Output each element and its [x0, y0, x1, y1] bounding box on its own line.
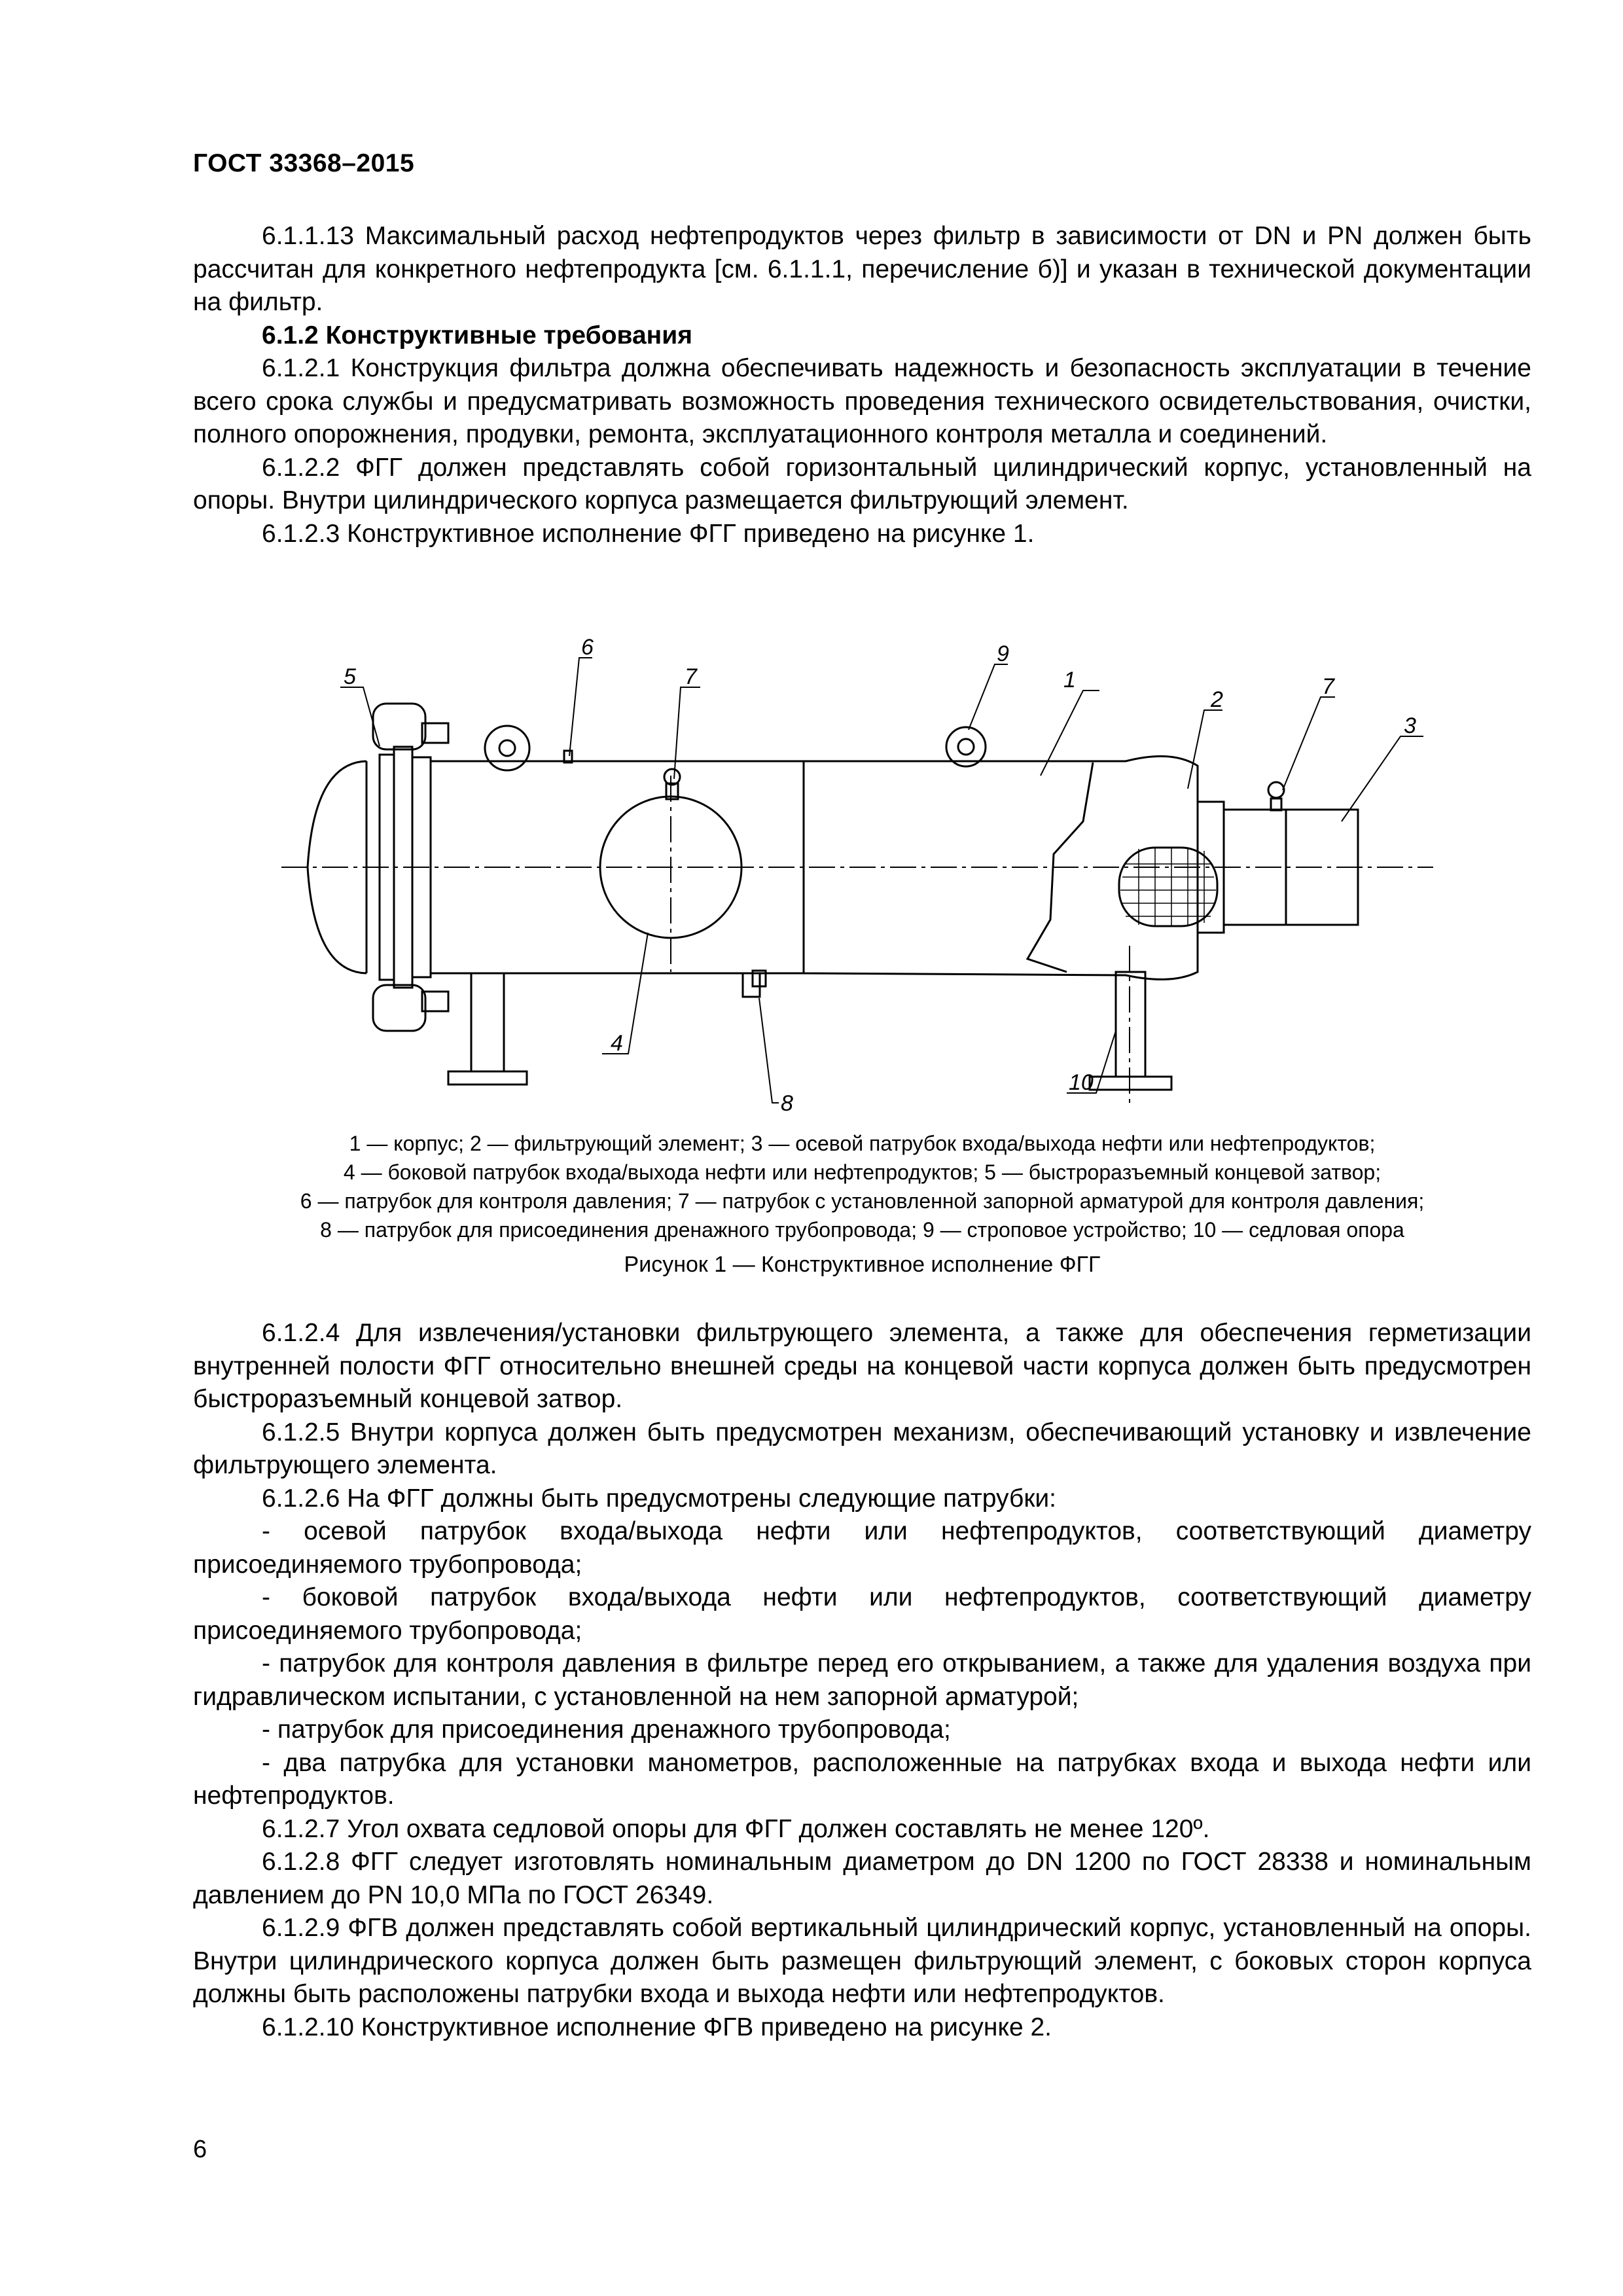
paragraph-6-1-2-6: 6.1.2.6 На ФГГ должны быть предусмотрены следующие патрубки: — [262, 1484, 1057, 1513]
figure-legend — [193, 1129, 1531, 1244]
callout-9: 9 — [997, 641, 1009, 666]
callout-5: 5 — [344, 664, 356, 689]
paragraph-6-1-1-13: 6.1.1.13 Максимальный расход нефтепродуктов через фильтр в зависимости от DN и PN должен быть рассчитан для конкретного нефтепродукта [см. 6.1.1.1, перечисление б)] и указан в технической документации на фильтр. — [193, 222, 1531, 316]
paragraph-6-1-2-3: 6.1.2.3 Конструктивное исполнение ФГГ приведено на рисунке 1. — [262, 519, 1035, 548]
section-heading-6-1-2: 6.1.2 Конструктивные требования — [262, 321, 692, 350]
figure-caption: Рисунок 1 — Конструктивное исполнение ФГГ — [624, 1252, 1101, 1277]
valve-nozzle-7-right — [1271, 798, 1281, 810]
paragraph-6-1-2-1: 6.1.2.1 Конструкция фильтра должна обеспечивать надежность и безопасность эксплуатации в течение всего срока службы и предусматривать возможность проведения технического освидетельствования, очистки, полного опорожнения, продувки, ремонта, эксплуатационного контроля металла и соединений. — [193, 354, 1531, 448]
clamp-top — [373, 704, 425, 749]
legend-line: 1 — корпус; 2 — фильтрующий элемент; 3 — осевой патрубок входа/выхода нефти или нефтепродуктов; — [349, 1132, 1376, 1155]
list-item: - патрубок для присоединения дренажного трубопровода; — [262, 1715, 951, 1744]
paragraph-6-1-2-8: 6.1.2.8 ФГГ следует изготовлять номинальным диаметром до DN 1200 по ГОСТ 28338 и номинальным давлением до PN 10,0 МПа по ГОСТ 26349. — [193, 1848, 1531, 1909]
list-item: - два патрубка для установки манометров, расположенные на патрубках входа и выхода нефти или нефтепродуктов. — [193, 1748, 1531, 1810]
legend-line: 8 — патрубок для присоединения дренажного трубопровода; 9 — строповое устройство; 10 — седловая опора — [320, 1218, 1404, 1242]
clamp-bottom — [373, 985, 425, 1031]
callout-4: 4 — [611, 1031, 623, 1056]
drain-nozzle-8 — [743, 973, 760, 997]
paragraph-6-1-2-7: 6.1.2.7 Угол охвата седловой опоры для ФГГ должен составлять не менее 120º. — [262, 1814, 1210, 1843]
paragraph-6-1-2-4: 6.1.2.4 Для извлечения/установки фильтрующего элемента, а также для обеспечения герметизации внутренней полости ФГГ относительно внешней среды на концевой части корпуса должен быть предусмотрен быстроразъемный концевой затвор. — [193, 1319, 1531, 1413]
page-number: 6 — [193, 2136, 207, 2163]
filter-element-mesh — [1119, 848, 1217, 926]
callout-8: 8 — [781, 1091, 793, 1116]
list-item: - боковой патрубок входа/выхода нефти или нефтепродуктов, соответствующий диаметру присоединяемого трубопровода; — [193, 1583, 1531, 1645]
top-text-block — [193, 220, 1531, 550]
callout-7-left: 7 — [685, 664, 697, 689]
lifting-lug-left — [485, 726, 529, 770]
paragraph-6-1-2-5: 6.1.2.5 Внутри корпуса должен быть предусмотрен механизм, обеспечивающий установку и извлечение фильтрующего элемента. — [193, 1418, 1531, 1479]
callout-2: 2 — [1211, 687, 1223, 712]
callout-7-right: 7 — [1322, 674, 1334, 699]
saddle-support-10 — [1116, 972, 1145, 1077]
figure-1-filter-drawing — [281, 605, 1433, 1116]
filter-technical-drawing — [281, 605, 1433, 1116]
paragraph-6-1-2-10: 6.1.2.10 Конструктивное исполнение ФГВ приведено на рисунке 2. — [262, 2013, 1052, 2041]
legend-line: 6 — патрубок для контроля давления; 7 — патрубок с установленной запорной арматурой для контроля давления; — [300, 1189, 1425, 1213]
list-item: - осевой патрубок входа/выхода нефти или нефтепродуктов, соответствующий диаметру присоединяемого трубопровода; — [193, 1517, 1531, 1579]
callout-1: 1 — [1063, 668, 1076, 692]
standard-header: ГОСТ 33368–2015 — [193, 149, 415, 177]
callout-10: 10 — [1069, 1070, 1094, 1095]
legend-line: 4 — боковой патрубок входа/выхода нефти или нефтепродуктов; 5 — быстроразъемный концевой затвор; — [343, 1160, 1382, 1184]
paragraph-6-1-2-9: 6.1.2.9 ФГВ должен представлять собой вертикальный цилиндрический корпус, установленный на опоры. Внутри цилиндрического корпуса должен быть размещен фильтрующий элемент, с боковых сторон корпуса должны быть расположены патрубки входа и выхода нефти или нефтепродуктов. — [193, 1914, 1531, 2008]
paragraph-6-1-2-2: 6.1.2.2 ФГГ должен представлять собой горизонтальный цилиндрический корпус, установленный на опоры. Внутри цилиндрического корпуса размещается фильтрующий элемент. — [193, 453, 1531, 514]
callout-3: 3 — [1404, 713, 1416, 738]
bottom-text-block — [193, 1317, 1531, 2044]
saddle-support-left — [471, 973, 504, 1071]
list-item: - патрубок для контроля давления в фильтре перед его открыванием, а также для удаления воздуха при гидравлическом испытании, с установленной на нем запорной арматурой; — [193, 1649, 1531, 1711]
callout-6: 6 — [581, 635, 594, 660]
